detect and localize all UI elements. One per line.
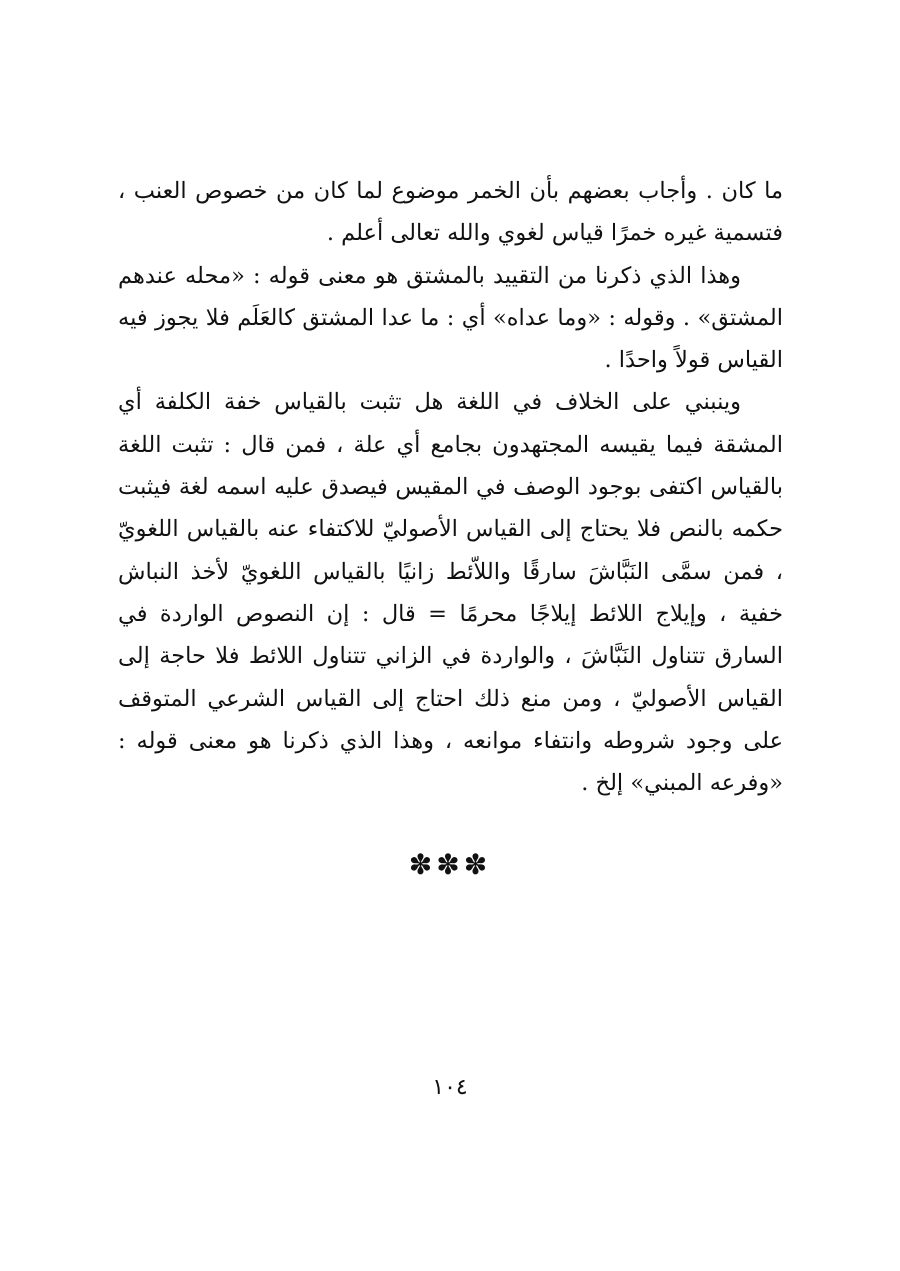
paragraph-3: وينبني على الخلاف في اللغة هل تثبت بالقياس خفة الكلفة أي المشقة فيما يقيسه المجتهدون بجامع أي علة ، فمن قال : تثبت اللغة بالقياس اكتفى بوجود الوصف في المقيس فيصدق عليه اسمه لغة فيثبت حكمه بالنص فلا يحتاج إلى القياس الأصوليّ للاكتفاء عنه بالقياس اللغويّ ، فمن سمَّى النَبَّاشَ سارقًا واللاّئط زانيًا بالقياس اللغويّ لأخذ النباش خفية ، وإيلاج اللائط إيلاجًا محرمًا = قال : إن النصوص الواردة في السارق تتناول النَبَّاشَ ، والواردة في الزاني تتناول اللائط فلا حاجة إلى القياس الأصوليّ ، ومن منع ذلك احتاج إلى القياس الشرعي المتوقف على وجود شروطه وانتفاء موانعه ، وهذا الذي ذكرنا هو معنى قوله : «وفرعه المبني» إلخ . xyxy=(118,389,783,797)
page-number: ١٠٤ xyxy=(432,1075,468,1100)
paragraph-2: وهذا الذي ذكرنا من التقييد بالمشتق هو معنى قوله : «محله عندهم المشتق» . وقوله : «وما عداه» أي : ما عدا المشتق كالعَلَم فلا يجوز فيه القياس قولاً واحدًا . xyxy=(118,262,783,374)
paragraph-1: ما كان . وأجاب بعضهم بأن الخمر موضوع لما كان من خصوص العنب ، فتسمية غيره خمرًا قياس لغوي والله تعالى أعلم . xyxy=(118,178,783,247)
body-text xyxy=(118,170,783,804)
section-separator: ✽✽✽ xyxy=(408,848,492,881)
